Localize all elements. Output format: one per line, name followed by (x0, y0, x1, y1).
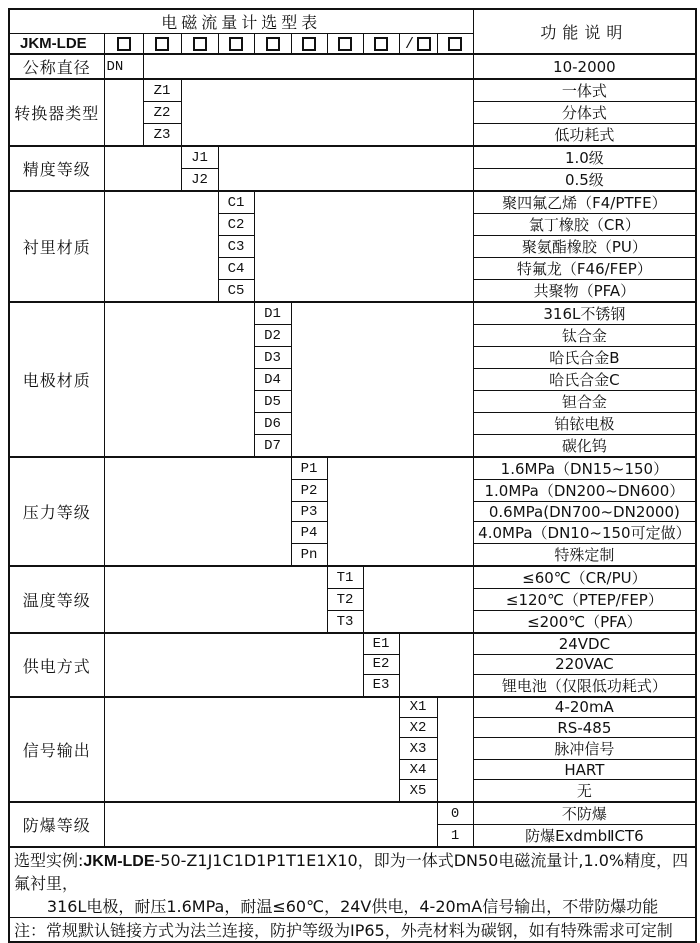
empty-cell (254, 191, 473, 302)
model-checkbox-cell (104, 34, 143, 55)
section-explosion-proof-rating (9, 802, 696, 825)
section-temperature-rating (9, 566, 696, 589)
code-cell: Z3 (143, 124, 181, 147)
model-checkbox-cell (291, 34, 327, 55)
desc-cell: 共聚物（PFA） (473, 280, 696, 303)
empty-cell (363, 566, 473, 633)
example-model-code: JKM-LDE (83, 853, 155, 871)
model-checkbox-cell (327, 34, 363, 55)
code-cell: C2 (218, 214, 254, 236)
checkbox-icon (374, 37, 388, 51)
code-cell: J1 (181, 146, 218, 169)
code-cell: D5 (254, 391, 291, 413)
desc-cell: 锂电池（仅限低功耗式） (473, 674, 696, 697)
checkbox-icon (266, 37, 280, 51)
model-checkbox-cell (363, 34, 399, 55)
code-cell: D6 (254, 413, 291, 435)
desc-cell: 分体式 (473, 102, 696, 124)
code-cell: T2 (327, 589, 363, 611)
code-cell: P1 (291, 457, 327, 480)
code-cell: X3 (399, 738, 437, 760)
empty-cell (104, 697, 399, 803)
empty-cell (437, 697, 473, 803)
checkbox-icon (229, 37, 243, 51)
example-note-row (9, 847, 696, 918)
desc-cell: 316L不锈钢 (473, 302, 696, 325)
desc-cell: 4-20mA (473, 697, 696, 718)
desc-cell: 钛合金 (473, 325, 696, 347)
desc-cell: 24VDC (473, 633, 696, 654)
empty-cell (104, 633, 363, 696)
category-liner-material: 衬里材质 (9, 191, 104, 302)
code-cell: C1 (218, 191, 254, 214)
code-cell: X2 (399, 717, 437, 737)
desc-cell: 1.0级 (473, 146, 696, 169)
checkbox-icon (448, 37, 462, 51)
desc-cell: 低功耗式 (473, 124, 696, 147)
section-power-supply (9, 633, 696, 654)
desc-cell: 哈氏合金C (473, 369, 696, 391)
section-accuracy-class (9, 146, 696, 169)
checkbox-icon (117, 37, 131, 51)
code-cell: T1 (327, 566, 363, 589)
code-cell: C3 (218, 236, 254, 258)
desc-cell: HART (473, 760, 696, 780)
example-line-1 (10, 848, 695, 894)
desc-cell: 氯丁橡胶（CR） (473, 214, 696, 236)
remark-note-row (9, 918, 696, 943)
desc-cell: 防爆ExdmbⅡCT6 (473, 825, 696, 848)
section-electrode-material (9, 302, 696, 325)
code-cell: Z2 (143, 102, 181, 124)
example-text: -50-Z1J1C1D1P1T1E1X10，即为一体式DN50电磁流量计,1.0%精度，四氟衬里， (14, 851, 689, 894)
model-checkbox-cell (143, 34, 181, 55)
code-cell: D1 (254, 302, 291, 325)
category-electrode-material: 电极材质 (9, 302, 104, 457)
code-cell: P3 (291, 502, 327, 522)
desc-cell: 特氟龙（F46/FEP） (473, 258, 696, 280)
empty-cell (327, 457, 473, 566)
code-cell: X1 (399, 697, 437, 718)
category-pressure-rating: 压力等级 (9, 457, 104, 566)
example-label: 选型实例: (14, 851, 84, 871)
desc-cell: 0.5级 (473, 169, 696, 192)
section-liner-material (9, 191, 696, 214)
function-description-header: 功能说明 (473, 9, 696, 54)
category-converter-type: 转换器类型 (9, 79, 104, 146)
slash-separator: / (404, 35, 414, 53)
category-accuracy-class: 精度等级 (9, 146, 104, 191)
desc-cell: 220VAC (473, 654, 696, 674)
code-cell: X4 (399, 760, 437, 780)
code-cell: 0 (437, 802, 473, 825)
desc-cell: 钽合金 (473, 391, 696, 413)
desc-cell: 1.6MPa（DN15~150） (473, 457, 696, 480)
code-cell: E1 (363, 633, 399, 654)
code-cell: D7 (254, 435, 291, 458)
page-title: 电磁流量计选型表 (9, 9, 473, 34)
code-cell: C4 (218, 258, 254, 280)
model-checkbox-cell (399, 34, 437, 55)
desc-cell: 哈氏合金B (473, 347, 696, 369)
desc-cell: RS-485 (473, 717, 696, 737)
empty-cell (104, 191, 218, 302)
empty-cell (104, 146, 181, 191)
empty-cell (104, 457, 291, 566)
code-cell: E3 (363, 674, 399, 697)
desc-cell: 聚四氟乙烯（F4/PTFE） (473, 191, 696, 214)
code-cell: DN (104, 54, 143, 79)
model-checkbox-cell (437, 34, 473, 55)
selection-example (9, 847, 696, 918)
empty-cell (291, 302, 473, 457)
section-pressure-rating (9, 457, 696, 480)
checkbox-icon (338, 37, 352, 51)
empty-cell (104, 566, 327, 633)
desc-cell: 碳化钨 (473, 435, 696, 458)
section-signal-output (9, 697, 696, 718)
empty-cell (399, 633, 473, 696)
code-cell: X5 (399, 780, 437, 803)
code-cell: C5 (218, 280, 254, 303)
checkbox-icon (417, 37, 431, 51)
code-cell: 1 (437, 825, 473, 848)
desc-cell: 4.0MPa（DN10~150可定做） (473, 522, 696, 544)
section-converter-type (9, 79, 696, 102)
empty-cell (181, 79, 473, 146)
desc-cell: 10-2000 (473, 54, 696, 79)
empty-cell (143, 54, 473, 79)
desc-cell: 特殊定制 (473, 544, 696, 567)
empty-cell (104, 79, 143, 146)
code-cell: D3 (254, 347, 291, 369)
desc-cell: 1.0MPa（DN200~DN600） (473, 480, 696, 502)
code-cell: D4 (254, 369, 291, 391)
empty-cell (218, 146, 473, 191)
checkbox-icon (193, 37, 207, 51)
code-cell: P4 (291, 522, 327, 544)
desc-cell: ≤120℃（PTEP/FEP） (473, 589, 696, 611)
desc-cell: 聚氨酯橡胶（PU） (473, 236, 696, 258)
category-power-supply: 供电方式 (9, 633, 104, 696)
code-cell: D2 (254, 325, 291, 347)
code-cell: T3 (327, 611, 363, 634)
selection-table (8, 8, 697, 943)
desc-cell: 无 (473, 780, 696, 803)
code-cell: Pn (291, 544, 327, 567)
section-nominal-diameter (9, 54, 696, 79)
remark-note: 注：常规默认链接方式为法兰连接，防护等级为IP65，外壳材料为碳钢，如有特殊需求可定制 (9, 918, 696, 943)
category-nominal-diameter: 公称直径 (9, 54, 104, 79)
category-temperature-rating: 温度等级 (9, 566, 104, 633)
desc-cell: 铂铱电极 (473, 413, 696, 435)
desc-cell: 0.6MPa(DN700~DN2000) (473, 502, 696, 522)
desc-cell: 一体式 (473, 79, 696, 102)
desc-cell: 脉冲信号 (473, 738, 696, 760)
code-cell: E2 (363, 654, 399, 674)
desc-cell: ≤200℃（PFA） (473, 611, 696, 634)
model-checkbox-cell (254, 34, 291, 55)
model-checkbox-cell (181, 34, 218, 55)
desc-cell: ≤60℃（CR/PU） (473, 566, 696, 589)
code-cell: J2 (181, 169, 218, 192)
category-explosion-proof-rating: 防爆等级 (9, 802, 104, 847)
category-signal-output: 信号输出 (9, 697, 104, 803)
model-prefix: JKM-LDE (9, 34, 104, 55)
empty-cell (104, 802, 437, 847)
example-line-2: 316L电极，耐压1.6MPa，耐温≤60℃，24V供电，4-20mA信号输出，不带防爆功能 (46, 897, 659, 917)
code-cell: Z1 (143, 79, 181, 102)
code-cell: P2 (291, 480, 327, 502)
empty-cell (104, 302, 254, 457)
title-row (9, 9, 696, 34)
desc-cell: 不防爆 (473, 802, 696, 825)
model-checkbox-cell (218, 34, 254, 55)
checkbox-icon (302, 37, 316, 51)
checkbox-icon (155, 37, 169, 51)
